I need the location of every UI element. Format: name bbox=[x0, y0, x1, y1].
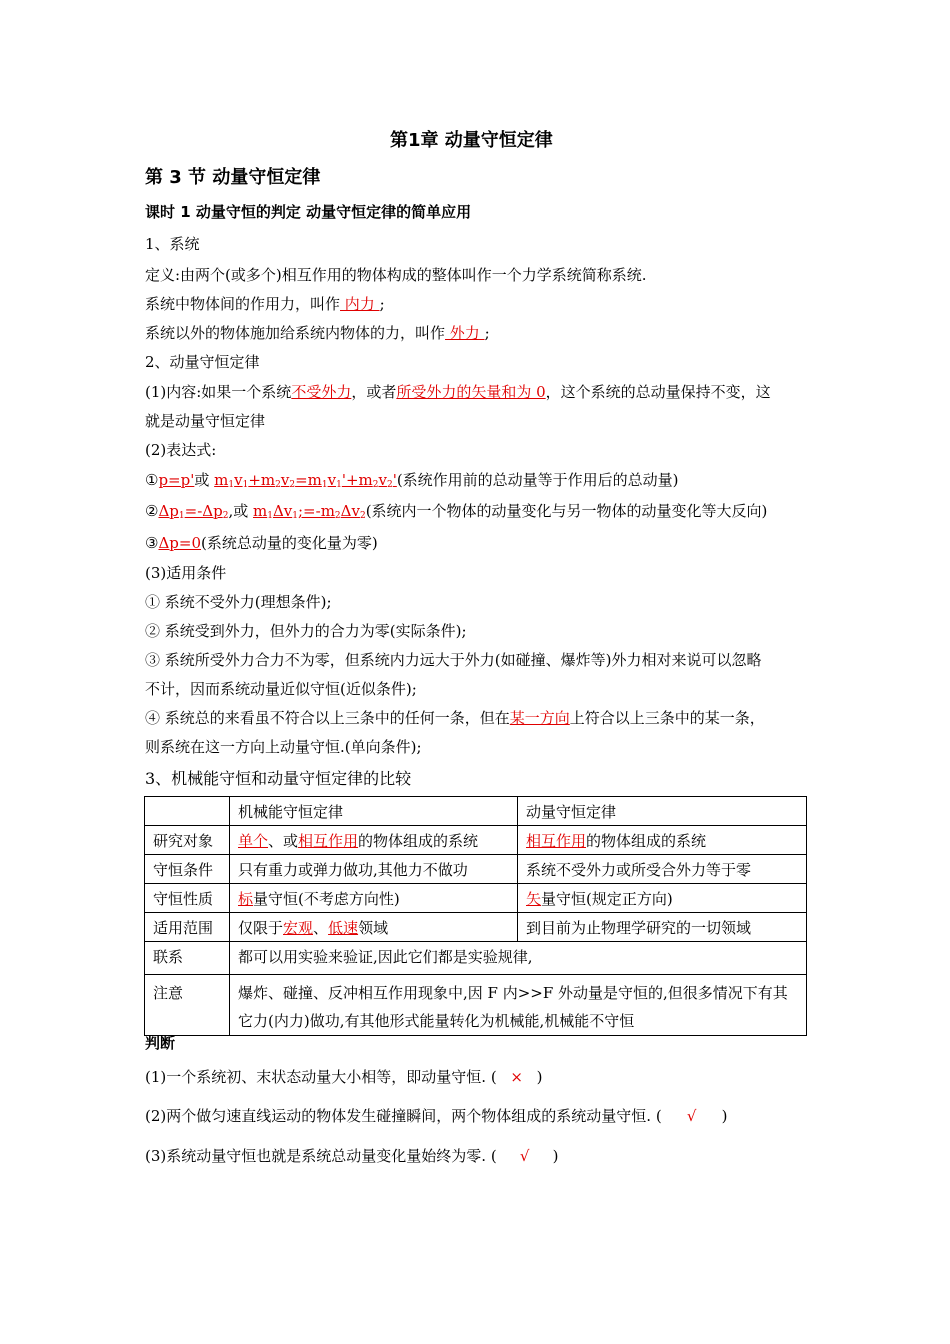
row-label-scope: 适用范围 bbox=[145, 913, 230, 942]
table-row bbox=[145, 855, 807, 884]
judge-q2-open: ( bbox=[655, 1107, 662, 1125]
expr1-answer-b: $m_1v_1+m_2v_2=m_1v_1'+m_2v_2'$ bbox=[214, 471, 397, 490]
s1-internal-pre: 系统中物体间的作用力，叫作 bbox=[145, 295, 341, 313]
s2-expr-1 bbox=[145, 469, 679, 490]
table-row bbox=[145, 975, 807, 1036]
s2-content bbox=[145, 381, 771, 402]
expr1-answer-a: p=p' bbox=[158, 471, 195, 489]
s2-content-line2: 就是动量守恒定律 bbox=[145, 412, 266, 430]
s3-heading: 3、机械能守恒和动量守恒定律的比较 bbox=[145, 769, 412, 788]
row-label-object: 研究对象 bbox=[145, 826, 230, 855]
s1-internal-force bbox=[145, 293, 385, 314]
cell-note: 爆炸、碰撞、反冲相互作用现象中,因 F 内>>F 外动量是守恒的,但很多情况下有其它力(内力)做功,有其他形式能量转化为机械能,机械能不守恒 bbox=[230, 975, 807, 1036]
answer-vector: 矢 bbox=[526, 889, 542, 908]
judge-q3-close: ) bbox=[552, 1147, 559, 1165]
s1-external-post: ; bbox=[484, 324, 490, 342]
judge-q2-text: (2)两个做匀速直线运动的物体发生碰撞瞬间，两个物体组成的系统动量守恒. bbox=[145, 1107, 652, 1125]
s2-expr-2 bbox=[145, 500, 767, 521]
s1-internal-post: ; bbox=[379, 295, 385, 313]
check-icon: √ bbox=[519, 1147, 530, 1165]
cell-text: 、或 bbox=[268, 831, 299, 850]
expr1-number: ① bbox=[145, 471, 159, 489]
cell-object-mechanical bbox=[230, 826, 518, 855]
table-header-mechanical: 机械能守恒定律 bbox=[230, 797, 518, 826]
cell-text: 的物体组成的系统 bbox=[586, 831, 707, 850]
row-label-note: 注意 bbox=[145, 975, 230, 1036]
cell-text: 、 bbox=[313, 918, 329, 937]
answer-interaction: 相互作用 bbox=[526, 831, 587, 850]
table-row bbox=[145, 884, 807, 913]
s2-cond-2: ② 系统受到外力，但外力的合力为零(实际条件); bbox=[145, 622, 467, 640]
cell-condition-mechanical: 只有重力或弹力做功,其他力不做功 bbox=[230, 855, 518, 884]
table-header-empty bbox=[145, 797, 230, 826]
cross-icon: × bbox=[510, 1068, 523, 1086]
cell-text: 领域 bbox=[358, 918, 389, 937]
answer-low-speed: 低速 bbox=[328, 918, 359, 937]
expr2-answer-a: $\Delta p_1=-\Delta p_2$ bbox=[158, 502, 229, 521]
row-label-condition: 守恒条件 bbox=[145, 855, 230, 884]
table-row bbox=[145, 913, 807, 942]
judge-q2 bbox=[145, 1105, 728, 1126]
judge-q1-close: ) bbox=[536, 1068, 543, 1086]
cell-text: 量守恒(不考虑方向性) bbox=[253, 889, 400, 908]
judge-q3-text: (3)系统动量守恒也就是系统总动量变化量始终为零. bbox=[145, 1147, 487, 1165]
answer-interaction: 相互作用 bbox=[298, 831, 359, 850]
table-row bbox=[145, 942, 807, 975]
lesson-title: 课时 1 动量守恒的判定 动量守恒定律的简单应用 bbox=[145, 203, 472, 221]
s1-definition: 定义:由两个(或多个)相互作用的物体构成的整体叫作一个力学系统简称系统. bbox=[145, 266, 647, 284]
expr3-note: (系统总动量的变化量为零) bbox=[201, 534, 378, 552]
s2-content-mid: ，或者 bbox=[351, 383, 397, 401]
cond4-answer: 某一方向 bbox=[509, 709, 570, 727]
s1-external-answer: 外力 bbox=[445, 324, 485, 342]
s2-cond-4-line2: 则系统在这一方向上动量守恒.(单向条件); bbox=[145, 738, 422, 756]
judge-q3-open: ( bbox=[490, 1147, 497, 1165]
answer-scalar: 标 bbox=[238, 889, 254, 908]
table-row bbox=[145, 797, 807, 826]
section-title: 第 3 节 动量守恒定律 bbox=[145, 167, 321, 188]
s2-content-post: ，这个系统的总动量保持不变，这 bbox=[545, 383, 771, 401]
row-label-link: 联系 bbox=[145, 942, 230, 975]
cond4-pre: ④ 系统总的来看虽不符合以上三条中的任何一条，但在 bbox=[145, 709, 510, 727]
s2-content-answer-1: 不受外力 bbox=[291, 383, 352, 401]
judge-q1-text: (1)一个系统初、末状态动量大小相等，即动量守恒. bbox=[145, 1068, 487, 1086]
cell-scope-momentum: 到目前为止物理学研究的一切领域 bbox=[518, 913, 807, 942]
s2-content-pre: (1)内容:如果一个系统 bbox=[145, 383, 292, 401]
judge-q1-open: ( bbox=[490, 1068, 497, 1086]
s2-cond-heading: (3)适用条件 bbox=[145, 564, 227, 582]
judge-q1 bbox=[145, 1066, 543, 1087]
check-icon: √ bbox=[686, 1107, 697, 1125]
s2-cond-3-line2: 不计，因而系统动量近似守恒(近似条件); bbox=[145, 680, 417, 698]
expr2-answer-b: $m_1\Delta v_1;=-m_2\Delta v_2$ bbox=[252, 502, 366, 521]
s2-expr-heading: (2)表达式: bbox=[145, 441, 217, 459]
cell-text: 仅限于 bbox=[238, 918, 284, 937]
s2-cond-4 bbox=[145, 707, 765, 728]
judge-q3 bbox=[145, 1145, 559, 1166]
s1-internal-answer: 内力 bbox=[340, 295, 380, 313]
cell-nature-mechanical bbox=[230, 884, 518, 913]
expr3-answer: Δp=0 bbox=[158, 534, 201, 552]
comparison-table bbox=[144, 796, 807, 1036]
cell-scope-mechanical bbox=[230, 913, 518, 942]
s2-content-answer-2: 所受外力的矢量和为 0 bbox=[396, 383, 546, 401]
cell-link: 都可以用实验来验证,因此它们都是实验规律, bbox=[230, 942, 807, 975]
expr3-number: ③ bbox=[145, 534, 159, 552]
expr1-or: 或 bbox=[194, 471, 215, 489]
cell-text: 的物体组成的系统 bbox=[358, 831, 479, 850]
expr2-or: ,或 bbox=[228, 502, 253, 520]
s2-expr-3 bbox=[145, 532, 378, 553]
answer-single: 单个 bbox=[238, 831, 269, 850]
s1-external-force bbox=[145, 322, 490, 343]
s2-cond-1: ① 系统不受外力(理想条件); bbox=[145, 593, 332, 611]
row-label-nature: 守恒性质 bbox=[145, 884, 230, 913]
table-row bbox=[145, 826, 807, 855]
expr1-note: (系统作用前的总动量等于作用后的总动量) bbox=[396, 471, 679, 489]
answer-macro: 宏观 bbox=[283, 918, 314, 937]
expr2-number: ② bbox=[145, 502, 159, 520]
cell-object-momentum bbox=[518, 826, 807, 855]
expr2-note: (系统内一个物体的动量变化与另一物体的动量变化等大反向) bbox=[365, 502, 768, 520]
s1-heading: 1、系统 bbox=[145, 235, 200, 253]
judge-heading: 判断 bbox=[145, 1034, 176, 1052]
table-header-momentum: 动量守恒定律 bbox=[518, 797, 807, 826]
s2-heading: 2、动量守恒定律 bbox=[145, 353, 260, 371]
s2-cond-3-line1: ③ 系统所受外力合力不为零，但系统内力远大于外力(如碰撞、爆炸等)外力相对来说可以忽略 bbox=[145, 651, 762, 669]
cell-condition-momentum: 系统不受外力或所受合外力等于零 bbox=[518, 855, 807, 884]
cond4-post: 上符合以上三条中的某一条， bbox=[569, 709, 765, 727]
s1-external-pre: 系统以外的物体施加给系统内物体的力，叫作 bbox=[145, 324, 446, 342]
cell-text: 量守恒(规定正方向) bbox=[541, 889, 673, 908]
chapter-title: 第1章 动量守恒定律 bbox=[390, 130, 553, 151]
judge-q2-close: ) bbox=[721, 1107, 728, 1125]
cell-nature-momentum bbox=[518, 884, 807, 913]
